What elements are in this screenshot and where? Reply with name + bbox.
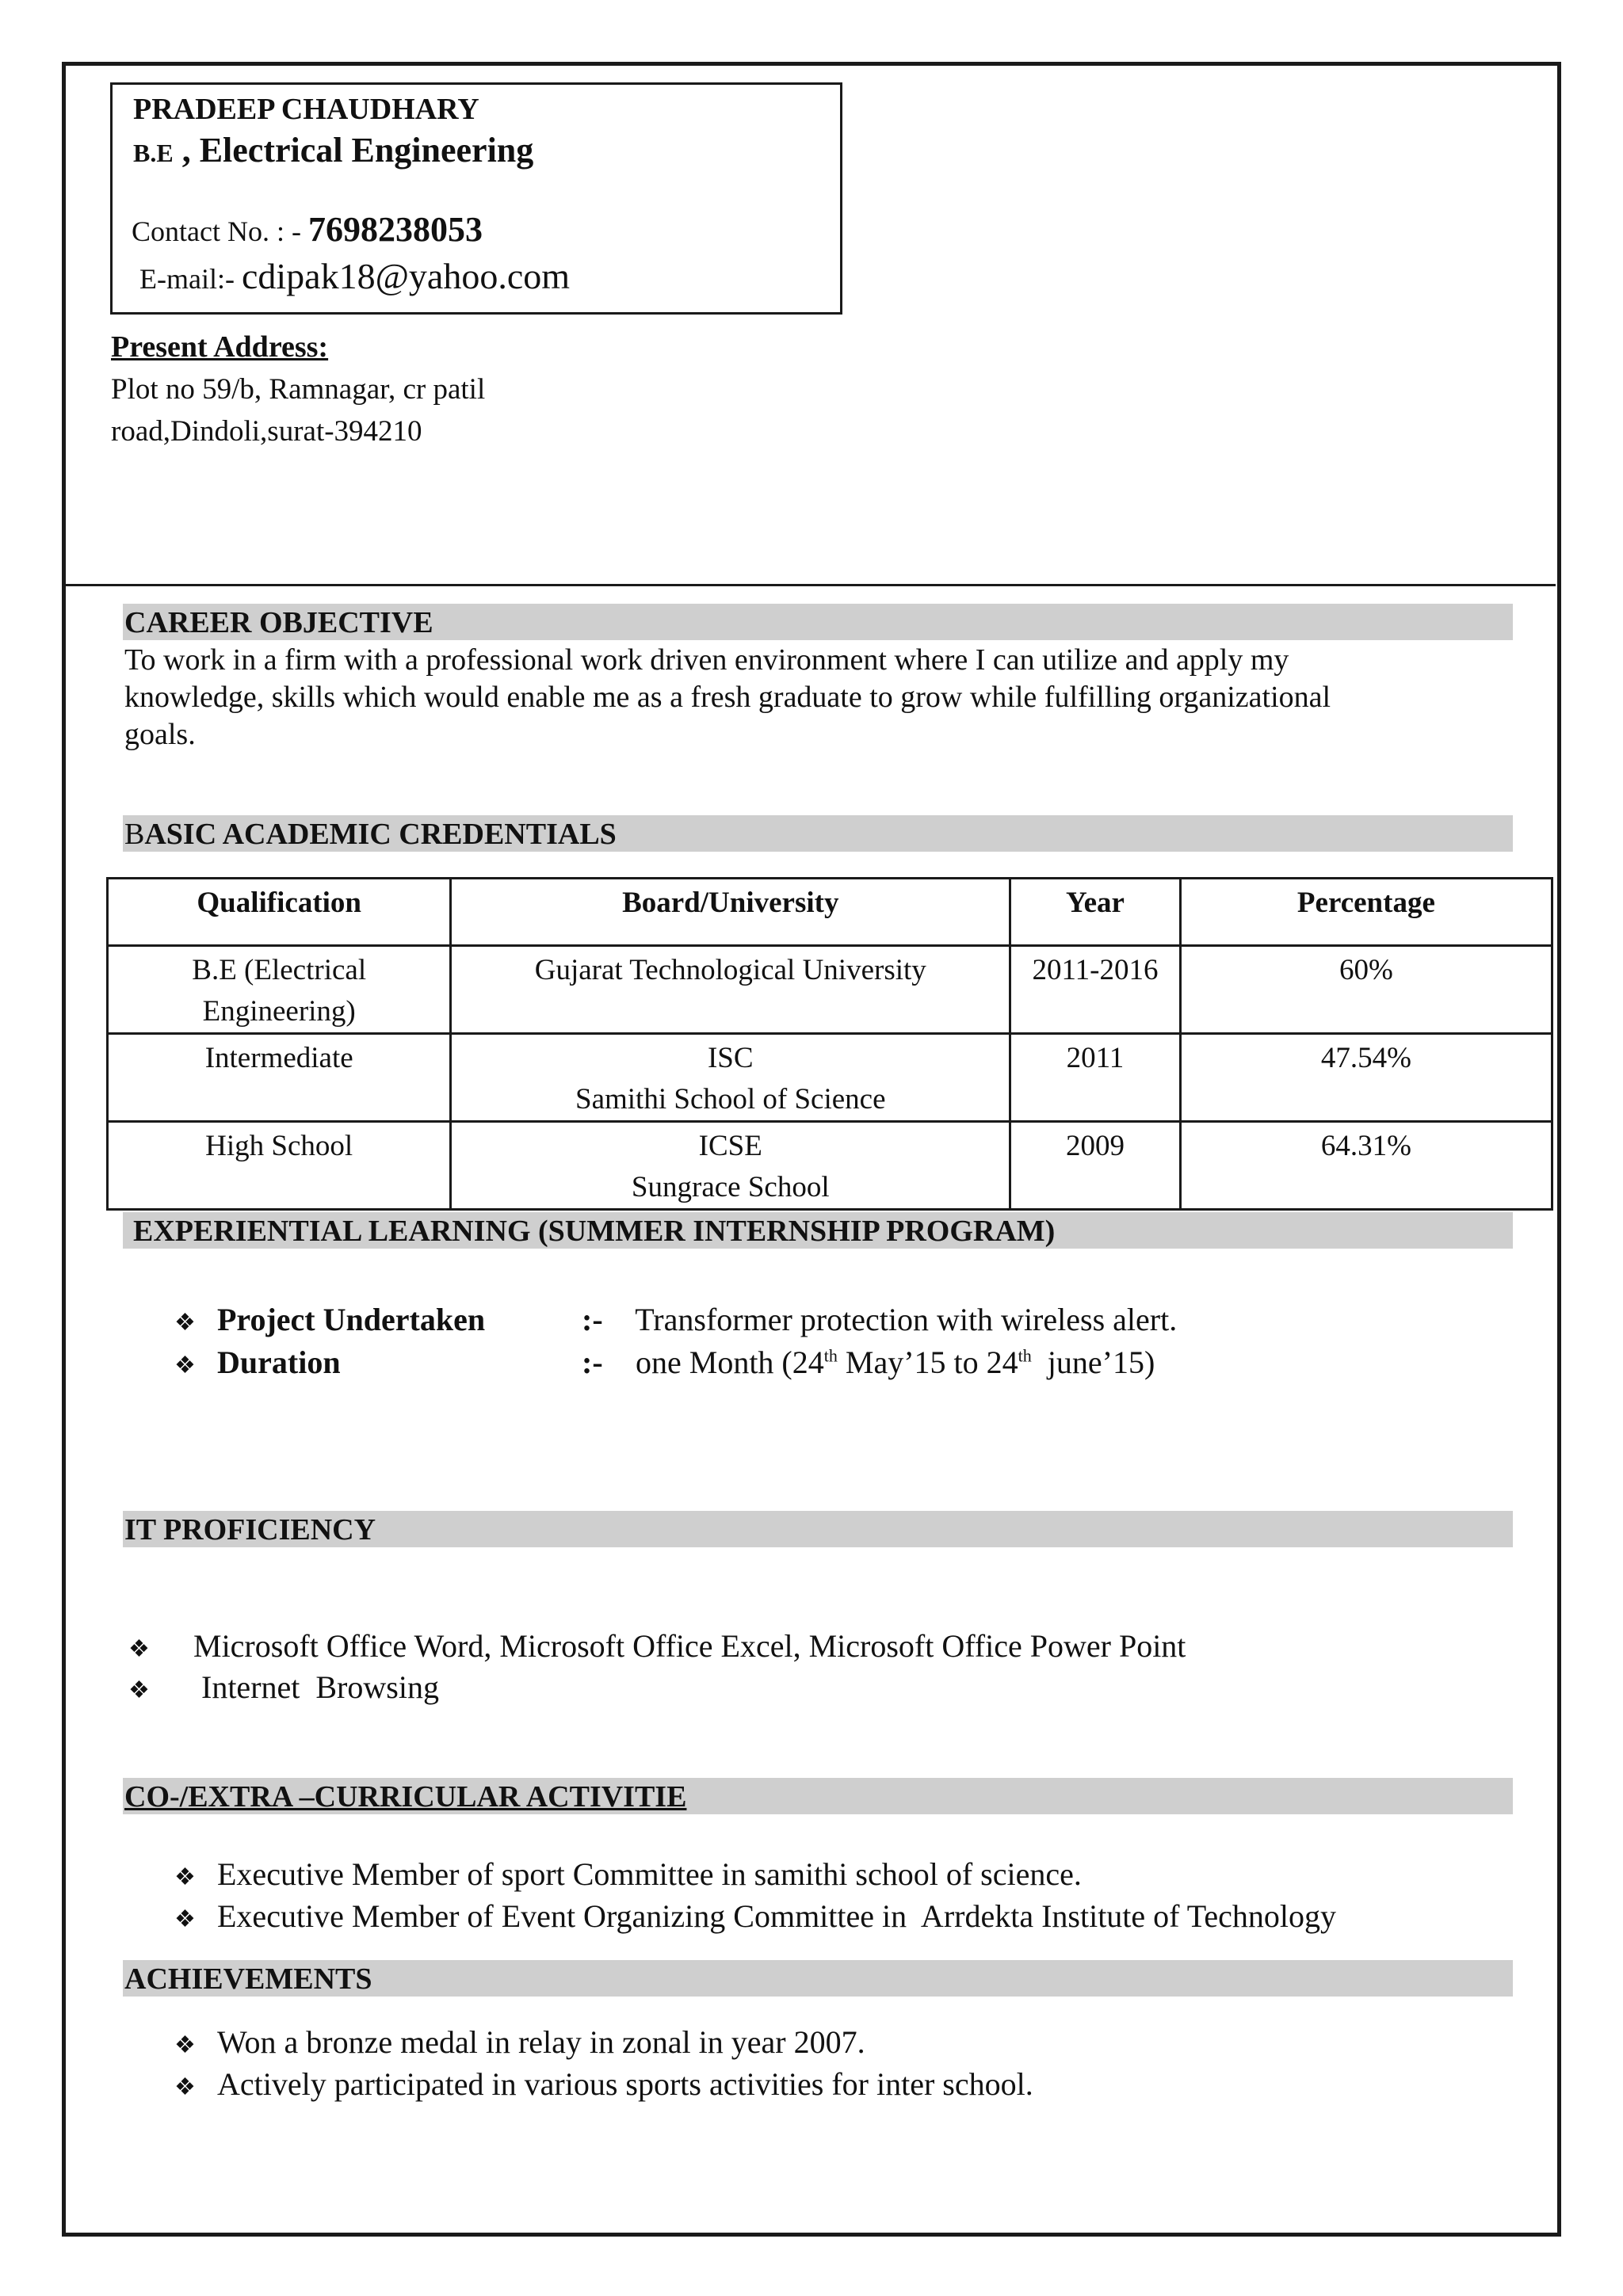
cell-percentage: 47.54% — [1180, 1034, 1552, 1122]
list-item — [128, 1627, 1186, 1665]
table-row — [108, 1034, 1552, 1122]
contact-line — [132, 209, 483, 250]
cell-year: 2009 — [1010, 1122, 1181, 1210]
cell-text: Sungrace School — [631, 1171, 830, 1203]
diamond-bullet-icon: ❖ — [128, 1677, 150, 1703]
cell-text: Engineering) — [202, 995, 356, 1028]
project-value: Transformer protection with wireless alert. — [635, 1302, 1178, 1337]
table-header-row — [108, 879, 1552, 946]
cell-board — [451, 1122, 1010, 1210]
cell-qualification — [108, 1122, 451, 1210]
list-item — [174, 1897, 1336, 1935]
credentials-table — [106, 877, 1553, 1211]
address-heading: Present Address: — [111, 330, 329, 364]
list-item — [174, 1855, 1082, 1893]
career-line-1: To work in a firm with a professional work driven environment where I can utilize and apply my — [124, 643, 1289, 677]
email-line — [139, 255, 570, 297]
cell-text: ICSE — [698, 1130, 762, 1162]
diamond-bullet-icon: ❖ — [174, 1906, 196, 1932]
header-year: Year — [1010, 879, 1181, 946]
extra-item: Executive Member of Event Organizing Committee in Arrdekta Institute of Technology — [217, 1898, 1337, 1934]
cell-qualification — [108, 1034, 451, 1122]
cell-text: Samithi School of Science — [575, 1083, 886, 1116]
table-row — [108, 1122, 1552, 1210]
cell-board — [451, 946, 1010, 1034]
duration-part: May’15 to 24 — [837, 1344, 1018, 1380]
diamond-bullet-icon: ❖ — [174, 1352, 196, 1379]
list-item — [128, 1669, 439, 1706]
project-separator: :- — [582, 1302, 603, 1337]
email-value: cdipak18@yahoo.com — [241, 256, 571, 296]
header-percentage: Percentage — [1180, 879, 1552, 946]
list-item — [174, 1301, 1177, 1338]
cell-board — [451, 1034, 1010, 1122]
address-line-1: Plot no 59/b, Ramnagar, cr patil — [111, 373, 486, 406]
diamond-bullet-icon: ❖ — [174, 1864, 196, 1890]
cell-year: 2011 — [1010, 1034, 1181, 1122]
extra-title: CO-/EXTRA –CURRICULAR ACTIVITIE — [124, 1780, 687, 1814]
cell-qualification — [108, 946, 451, 1034]
academic-title-first: B — [124, 818, 145, 851]
email-label: E-mail:- — [139, 263, 235, 295]
academic-title — [124, 817, 617, 852]
career-line-2: knowledge, skills which would enable me as a fresh graduate to grow while fulfilling organizational — [124, 681, 1331, 714]
diamond-bullet-icon: ❖ — [174, 1310, 196, 1336]
diamond-bullet-icon: ❖ — [128, 1636, 150, 1662]
duration-value — [636, 1344, 1155, 1380]
cell-text: B.E (Electrical — [192, 954, 367, 986]
academic-title-rest: ASIC ACADEMIC CREDENTIALS — [144, 818, 617, 851]
address-line-2: road,Dindoli,surat-394210 — [111, 415, 422, 448]
contact-label: Contact No. : - — [132, 215, 301, 247]
degree-suffix: , Electrical Engineering — [181, 131, 534, 170]
cell-percentage: 60% — [1180, 946, 1552, 1034]
duration-part: one Month (24 — [636, 1344, 824, 1380]
cell-text: High School — [205, 1130, 353, 1162]
cell-text: ISC — [707, 1042, 754, 1074]
cell-year: 2011-2016 — [1010, 946, 1181, 1034]
project-label: Project Undertaken — [217, 1302, 486, 1337]
candidate-name: PRADEEP CHAUDHARY — [133, 93, 479, 126]
degree — [133, 130, 533, 170]
duration-sup: th — [823, 1345, 838, 1366]
header-qualification: Qualification — [108, 879, 451, 946]
duration-sup: th — [1018, 1345, 1032, 1366]
cell-text: Gujarat Technological University — [534, 954, 926, 986]
cell-text: Intermediate — [204, 1042, 353, 1074]
it-item: Internet Browsing — [201, 1669, 439, 1705]
list-item — [174, 1344, 1155, 1381]
header-divider — [66, 584, 1556, 586]
list-item — [174, 2065, 1033, 2103]
degree-prefix: B.E — [133, 139, 174, 167]
diamond-bullet-icon: ❖ — [174, 2032, 196, 2058]
duration-label: Duration — [217, 1344, 341, 1380]
internship-title: EXPERIENTIAL LEARNING (SUMMER INTERNSHIP PROGRAM) — [133, 1215, 1056, 1248]
achievement-item: Actively participated in various sports activities for inter school. — [217, 2066, 1033, 2102]
it-item: Microsoft Office Word, Microsoft Office Excel, Microsoft Office Power Point — [193, 1628, 1186, 1664]
diamond-bullet-icon: ❖ — [174, 2074, 196, 2100]
career-title: CAREER OBJECTIVE — [124, 606, 433, 639]
list-item — [174, 2023, 865, 2061]
duration-separator: :- — [582, 1344, 603, 1380]
career-line-3: goals. — [124, 718, 196, 751]
header-board: Board/University — [451, 879, 1010, 946]
achievements-title: ACHIEVEMENTS — [124, 1962, 372, 1996]
extra-item: Executive Member of sport Committee in samithi school of science. — [217, 1856, 1082, 1892]
achievement-item: Won a bronze medal in relay in zonal in year 2007. — [217, 2024, 865, 2060]
it-title: IT PROFICIENCY — [124, 1513, 376, 1547]
cell-percentage: 64.31% — [1180, 1122, 1552, 1210]
duration-part: june’15) — [1031, 1344, 1155, 1380]
table-row — [108, 946, 1552, 1034]
contact-number: 7698238053 — [307, 210, 483, 249]
